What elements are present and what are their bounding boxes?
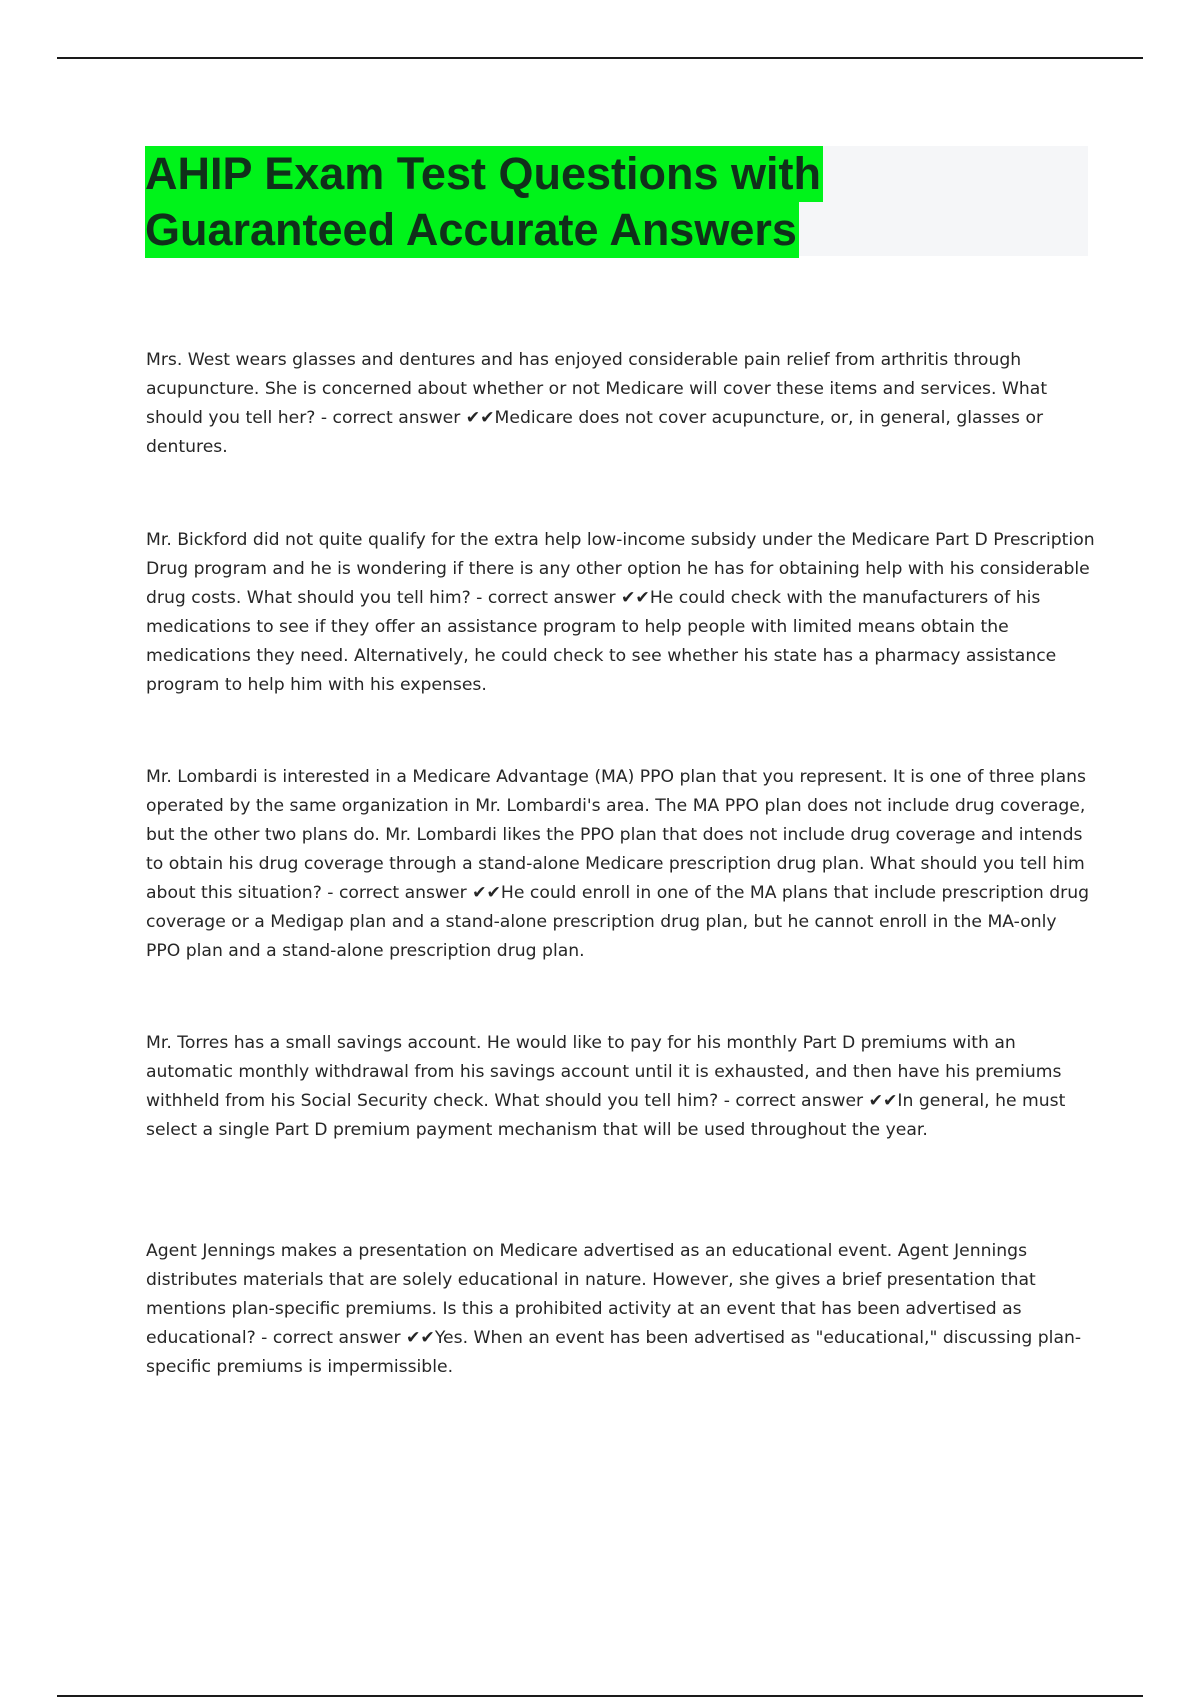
page-title-line-1: AHIP Exam Test Questions with bbox=[145, 146, 823, 202]
title-block bbox=[145, 146, 1088, 256]
page-title-line-2: Guaranteed Accurate Answers bbox=[145, 202, 799, 258]
question-answer-1: Mrs. West wears glasses and dentures and has enjoyed considerable pain relief from arthritis through acupuncture. She is concerned about whether or not Medicare will cover these items and services. What should you tell her? - correct answer ✔✔Medicare does not cover acupuncture, or, in general, glasses or dentures. bbox=[146, 350, 1048, 457]
top-rule bbox=[57, 57, 1143, 59]
question-answer-3: Mr. Lombardi is interested in a Medicare Advantage (MA) PPO plan that you represent. It is one of three plans operated by the same organization in Mr. Lombardi's area. The MA PPO plan does not include drug coverage, but the other two plans do. Mr. Lombardi likes the PPO plan that does not include drug coverage and intends to obtain his drug coverage through a stand-alone Medicare prescription drug plan. What should you tell him about this situation? - correct answer ✔✔He could enroll in one of the MA plans that include prescription drug coverage or a Medigap plan and a stand-alone prescription drug plan, but he cannot enroll in the MA-only PPO plan and a stand-alone prescription drug plan. bbox=[146, 767, 1090, 961]
question-answer-2: Mr. Bickford did not quite qualify for the extra help low-income subsidy under the Medicare Part D Prescription Drug program and he is wondering if there is any other option he has for obtaining help with his considerable drug costs. What should you tell him? - correct answer ✔✔He could check with the manufacturers of his medications to see if they offer an assistance program to help people with limited means obtain the medications they need. Alternatively, he could check to see whether his state has a pharmacy assistance program to help him with his expenses. bbox=[146, 530, 1095, 695]
question-answer-4: Mr. Torres has a small savings account. He would like to pay for his monthly Part D premiums with an automatic monthly withdrawal from his savings account until it is exhausted, and then have his premiums withheld from his Social Security check. What should you tell him? - correct answer ✔✔In general, he must select a single Part D premium payment mechanism that will be used throughout the year. bbox=[146, 1033, 1066, 1140]
question-answer-5: Agent Jennings makes a presentation on Medicare advertised as an educational event. Agent Jennings distributes materials that are solely educational in nature. However, she gives a brief presentation that mentions plan-specific premiums. Is this a prohibited activity at an event that has been advertised as educational? - correct answer ✔✔Yes. When an event has been advertised as "educational," discussing plan-specific premiums is impermissible. bbox=[146, 1241, 1082, 1377]
bottom-rule bbox=[57, 1695, 1143, 1697]
